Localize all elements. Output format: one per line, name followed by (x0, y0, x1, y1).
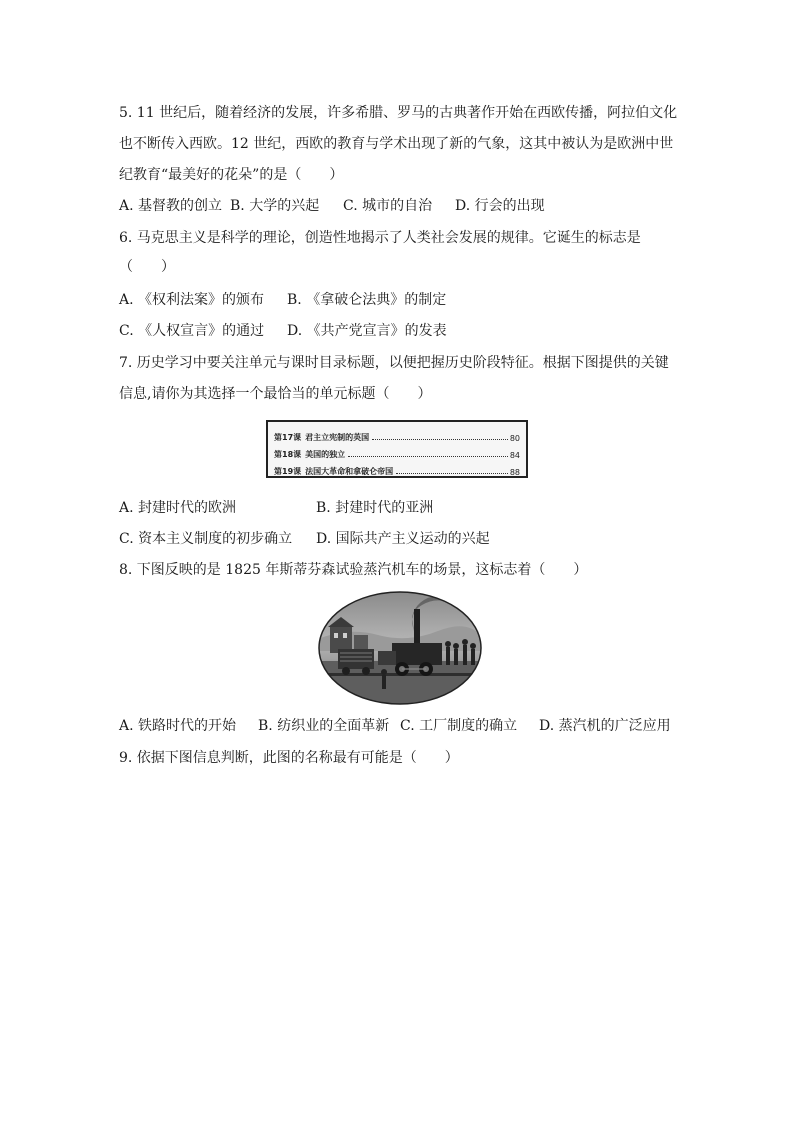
q8-stem-line1: 8. 下图反映的是 1825 年斯蒂芬森试验蒸汽机车的场景，这标志着（ ） (119, 562, 588, 578)
q8-option-a: A. 铁路时代的开始 (119, 718, 237, 734)
q6-option-a: A. 《权利法案》的颁布 (119, 292, 265, 308)
q8-option-b: B. 纺织业的全面革新 (258, 718, 390, 734)
q7-option-d: D. 国际共产主义运动的兴起 (316, 531, 490, 547)
toc-lesson-number: 第19课 (274, 467, 302, 476)
q9-stem-line1: 9. 依据下图信息判断，此图的名称最有可能是（ ） (119, 750, 459, 766)
q6-option-b: B. 《拿破仑法典》的制定 (287, 292, 447, 308)
q6-stem-line2: （ ） (119, 259, 175, 275)
toc-leader-dots (372, 439, 508, 440)
q5-stem-line1: 5. 11 世纪后，随着经济的发展，许多希腊、罗马的古典著作开始在西欧传播，阿拉伯文化 (119, 105, 678, 121)
toc-lesson-number: 第18课 (274, 450, 302, 459)
q7-option-a: A. 封建时代的欧洲 (119, 500, 237, 516)
q5-option-c: C. 城市的自治 (343, 198, 433, 214)
table-of-contents-figure (266, 420, 528, 478)
toc-row (274, 460, 520, 477)
toc-lesson-title: 法国大革命和拿破仑帝国 (305, 467, 394, 476)
toc-row (274, 426, 520, 443)
toc-lesson-number: 第17课 (274, 433, 302, 442)
q5-stem-line3: 纪教育“最美好的花朵”的是（ ） (119, 167, 344, 183)
q7-option-c: C. 资本主义制度的初步确立 (119, 531, 293, 547)
toc-page-number: 80 (509, 434, 520, 443)
q7-stem-line2: 信息,请你为其选择一个最恰当的单元标题（ ） (119, 386, 432, 402)
q6-option-d: D. 《共产党宣言》的发表 (287, 323, 447, 339)
toc-lesson-title: 君主立宪制的英国 (305, 433, 370, 442)
toc-leader-dots (396, 473, 508, 474)
toc-page-number: 84 (509, 451, 520, 460)
q8-option-d: D. 蒸汽机的广泛应用 (539, 718, 671, 734)
toc-page-number: 88 (509, 468, 520, 477)
toc-lesson-title: 美国的独立 (305, 450, 346, 459)
q7-option-b: B. 封建时代的亚洲 (316, 500, 434, 516)
toc-row (274, 443, 520, 460)
q5-option-b: B. 大学的兴起 (230, 198, 320, 214)
q7-stem-line1: 7. 历史学习中要关注单元与课时目录标题，以便把握历史阶段特征。根据下图提供的关键 (119, 355, 669, 371)
steam-locomotive-photo (318, 591, 482, 705)
q5-option-d: D. 行会的出现 (455, 198, 545, 214)
q8-option-c: C. 工厂制度的确立 (400, 718, 518, 734)
q6-option-c: C. 《人权宣言》的通过 (119, 323, 265, 339)
q5-stem-line2: 也不断传入西欧。12 世纪，西欧的教育与学术出现了新的气象，这其中被认为是欧洲中世 (119, 136, 674, 152)
toc-leader-dots (348, 456, 508, 457)
q5-option-a: A. 基督教的创立 (119, 198, 223, 214)
q6-stem-line1: 6. 马克思主义是科学的理论，创造性地揭示了人类社会发展的规律。它诞生的标志是 (119, 230, 641, 246)
